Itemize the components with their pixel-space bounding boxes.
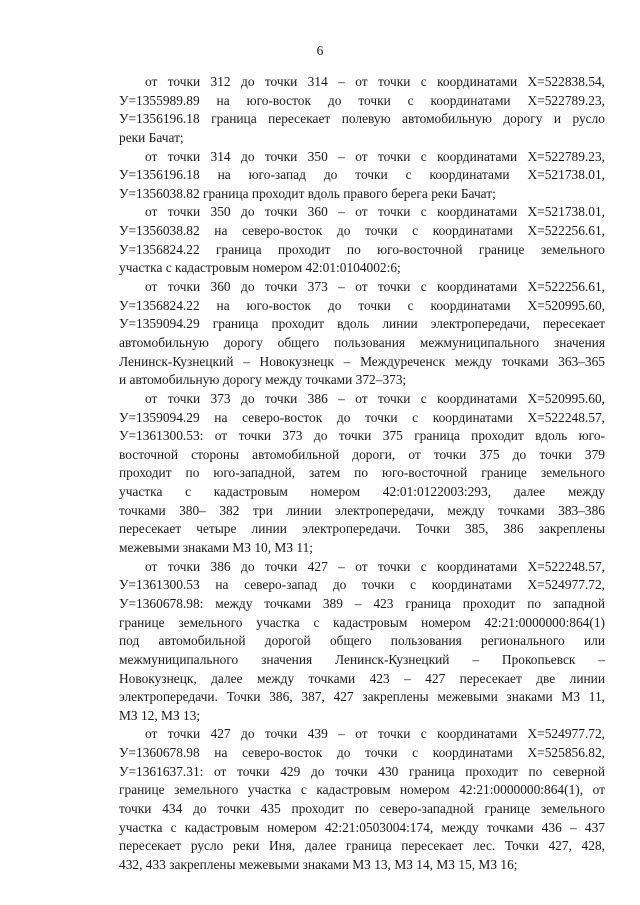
text-line: электропередачи. Точки 386, 387, 427 закреплены межевыми знаками МЗ 11, [119, 689, 605, 705]
document-body [119, 73, 605, 875]
text-line: проходит по юго-западной, затем по юго-восточной границе земельного [119, 465, 605, 481]
text-line: под автомобильной дорогой общего пользования регионального или [119, 633, 605, 649]
text-line: участка с кадастровым номером 42:01:0122003:293, далее между [119, 484, 605, 500]
text-line: автомобильную дорогу общего пользования межмуниципального значения [119, 334, 605, 350]
text-line: МЗ 12, МЗ 13; [119, 707, 201, 723]
text-line: и автомобильную дорогу между точками 372–373; [119, 372, 407, 388]
text-line: границе земельного участка с кадастровым номером 42:21:0000000:864(1), от [119, 782, 605, 798]
text-line: реки Бачат; [119, 129, 184, 145]
text-line: от точки 360 до точки 373 – от точки с координатами Х=522256.61, [145, 279, 605, 295]
text-line: У=1356824.22 граница проходит по юго-восточной границе земельного [119, 241, 605, 257]
text-line: восточной стороны автомобильной дороги, от точки 375 до точки 379 [119, 446, 605, 462]
text-line: пересекает четыре линии электропередачи. Точки 385, 386 закреплены [119, 521, 605, 537]
text-line: У=1356038.82 граница проходит вдоль правого берега реки Бачат; [119, 185, 496, 201]
text-line: У=1361637.31: от точки 429 до точки 430 граница проходит по северной [119, 763, 605, 779]
text-line: Ленинск-Кузнецкий – Новокузнецк – Междуреченск между точками 363–365 [119, 353, 605, 369]
text-line: межмуниципального значения Ленинск-Кузнецкий – Прокопьевск – [119, 651, 605, 667]
text-line: от точки 314 до точки 350 – от точки с координатами Х=522789.23, [145, 148, 605, 164]
text-line: У=1360678.98 на северо-восток до точки с координатами Х=525856.82, [119, 745, 605, 761]
text-line: У=1359094.29 на северо-восток до точки с координатами Х=522248.57, [119, 409, 605, 425]
text-line: точками 380– 382 три линии электропередачи, между точками 383–386 [119, 502, 605, 518]
text-line: У=1356038.82 на северо-восток до точки с координатами Х=522256.61, [119, 223, 605, 239]
text-line: У=1356196.18 на юго-запад до точки с координатами Х=521738.01, [119, 167, 605, 183]
text-line: от точки 350 до точки 360 – от точки с координатами Х=521738.01, [145, 204, 605, 220]
text-line: от точки 427 до точки 439 – от точки с координатами Х=524977.72, [145, 726, 605, 742]
text-line: Новокузнецк, далее между точками 423 – 427 пересекает две линии [119, 670, 605, 686]
page-number: 6 [316, 43, 324, 58]
text-line: от точки 373 до точки 386 – от точки с координатами Х=520995.60, [145, 390, 605, 406]
text-line: У=1355989.89 на юго-восток до точки с координатами Х=522789.23, [119, 92, 605, 108]
text-line: участка с кадастровым номером 42:21:0503004:174, между точками 436 – 437 [119, 819, 605, 835]
text-line: от точки 386 до точки 427 – от точки с координатами Х=522248.57, [145, 558, 605, 574]
text-line: участка с кадастровым номером 42:01:0104002:6; [119, 260, 401, 276]
text-line: границе земельного участка с кадастровым номером 42:21:0000000:864(1) [119, 614, 605, 630]
text-line: У=1356824.22 на юго-восток до точки с координатами Х=520995.60, [119, 297, 605, 313]
text-line: 432, 433 закреплены межевыми знаками МЗ 13, МЗ 14, МЗ 15, МЗ 16; [119, 856, 518, 872]
text-line: точки 434 до точки 435 проходит по северо-западной границе земельного [119, 800, 605, 816]
text-line: У=1361300.53 на северо-запад до точки с координатами Х=524977.72, [119, 577, 605, 593]
text-line: пересекает русло реки Иня, далее граница пересекает лес. Точки 427, 428, [119, 838, 605, 854]
text-line: У=1356196.18 граница пересекает полевую автомобильную дорогу и русло [119, 111, 605, 127]
text-line: от точки 312 до точки 314 – от точки с координатами Х=522838.54, [145, 74, 605, 89]
text-line: У=1361300.53: от точки 373 до точки 375 граница проходит вдоль юго- [119, 428, 605, 444]
text-line: У=1360678.98: между точками 389 – 423 граница проходит по западной [119, 595, 605, 611]
text-line: У=1359094.29 граница проходит вдоль линии электропередачи, пересекает [119, 316, 605, 332]
text-line: межевыми знаками МЗ 10, МЗ 11; [119, 540, 314, 556]
